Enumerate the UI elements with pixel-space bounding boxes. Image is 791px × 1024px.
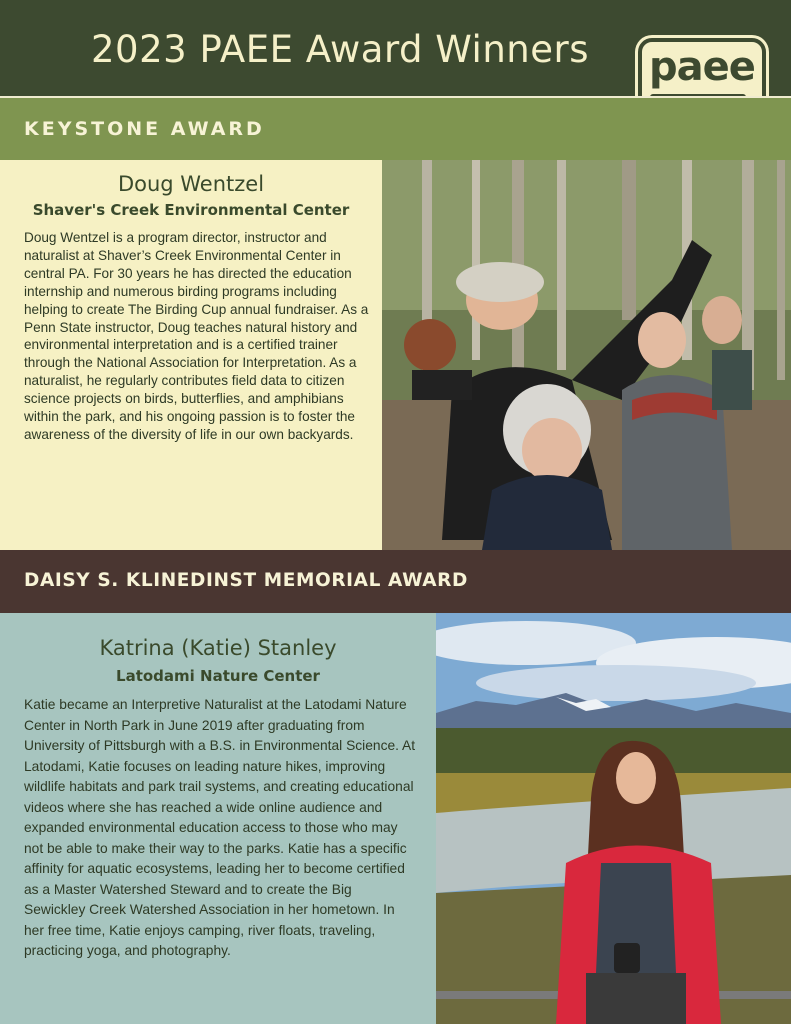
- page-title: 2023 PAEE Award Winners: [91, 28, 589, 71]
- klinedinst-award-banner: [0, 550, 791, 613]
- winner-1-bio: Doug Wentzel is a program director, instructor and naturalist at Shaver’s Creek Environmental Center in central PA. For 30 years he has directed the education internship and numerous birding programs including helping to create The Birding Cup annual fundraiser. As a Penn State instructor, Doug teaches natural history and environmental interpretation and is a certified trainer through the National Association for Interpretation. As a naturalist, he regularly contributes field data to citizen science projects on birds, butterflies, and amphibians within the park, and his ongoing passion is to foster the awareness of the diversity of life in our own backyards.: [24, 230, 369, 442]
- winner-2-photo: [436, 613, 791, 1024]
- alaska-landscape-photo: [436, 613, 791, 1024]
- winner-1-photo: [382, 160, 791, 550]
- winner-1-organization: Shaver's Creek Environmental Center: [32, 201, 350, 219]
- award-category-title: DAISY S. KLINEDINST MEMORIAL AWARD: [24, 570, 468, 591]
- award-category-title: KEYSTONE AWARD: [24, 118, 265, 140]
- keystone-award-banner: [0, 96, 791, 160]
- winner-2-name: Katrina (Katie) Stanley: [99, 636, 337, 660]
- birding-group-photo: [382, 160, 791, 550]
- winner-2-bio: Katie became an Interpretive Naturalist at the Latodami Nature Center in North Park in June 2019 after graduating from University of Pittsburgh with a B.S. in Environmental Science. At Latodami, Katie focuses on leading nature hikes, improving wildlife habitats and park trail systems, and creating educational videos where she has reached a wide online audience and expanded environmental education access to those who may not be able to make their way to the parks. Katie has a specific affinity for aquatic ecosystems, leading her to become certified as a Master Watershed Steward and to create the Big Sewickley Creek Watershed Association in her hometown. In her free time, Katie enjoys camping, river floats, traveling, practicing yoga, and photography.: [24, 697, 416, 958]
- logo-wordmark: paee: [649, 44, 755, 90]
- winner-2-organization: Latodami Nature Center: [116, 667, 320, 685]
- winner-1-name: Doug Wentzel: [117, 172, 265, 196]
